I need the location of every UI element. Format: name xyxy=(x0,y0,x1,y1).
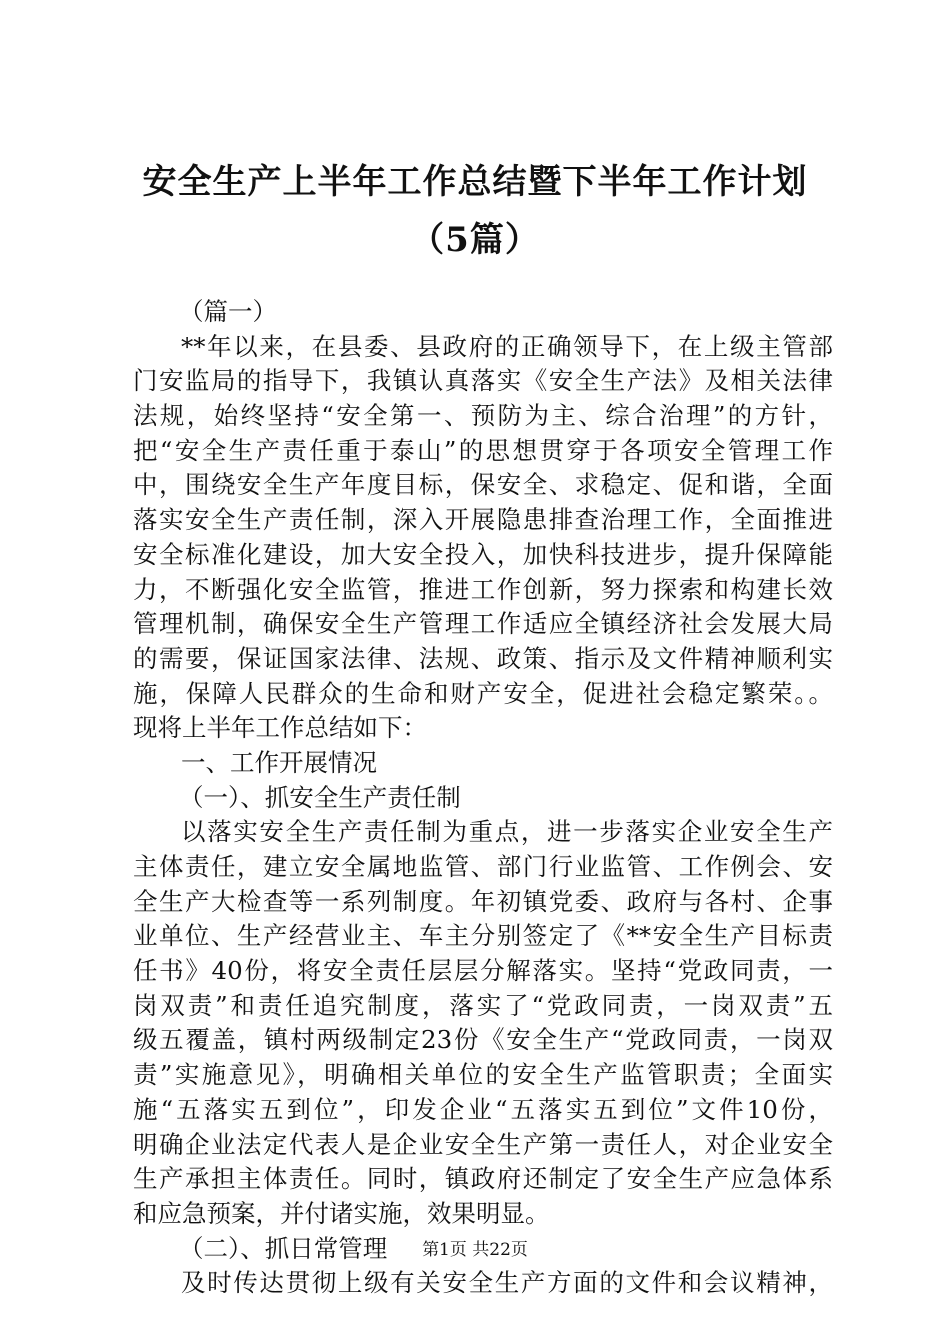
paragraph-line: 业单位、生产经营业主、车主分别签定了《**安全生产目标责 xyxy=(133,921,833,951)
paragraph-line: 管理机制，确保安全生产管理工作适应全镇经济社会发展大局 xyxy=(133,609,833,639)
paragraph-line: **年以来，在县委、县政府的正确领导下，在上级主管部 xyxy=(181,331,833,361)
section-heading: 一、工作开展情况 xyxy=(181,747,377,777)
paragraph-line: 现将上半年工作总结如下： xyxy=(133,713,427,743)
paragraph-line: 把“安全生产责任重于泰山”的思想贯穿于各项安全管理工作 xyxy=(133,435,833,465)
document-title-count: （5篇） xyxy=(410,220,540,260)
paragraph-line: 中，围绕安全生产年度目标，保安全、求稳定、促和谐，全面 xyxy=(133,470,833,500)
paragraph-line: 安全标准化建设，加大安全投入，加快科技进步，提升保障能 xyxy=(133,539,833,569)
document-body xyxy=(133,295,833,1301)
paragraph-line: 责”实施意见》，明确相关单位的安全生产监管职责；全面实 xyxy=(133,1060,833,1090)
paragraph-line: 落实安全生产责任制，深入开展隐患排查治理工作，全面推进 xyxy=(133,505,833,535)
paragraph-line: 生产承担主体责任。同时，镇政府还制定了安全生产应急体系 xyxy=(133,1164,833,1194)
paragraph-line: 级五覆盖，镇村两级制定23份《安全生产“党政同责，一岗双 xyxy=(133,1025,833,1055)
paragraph-line: 门安监局的指导下，我镇认真落实《安全生产法》及相关法律 xyxy=(133,366,833,396)
paragraph-line: 明确企业法定代表人是企业安全生产第一责任人，对企业安全 xyxy=(133,1129,833,1159)
paragraph-line: 法规，始终坚持“安全第一、预防为主、综合治理”的方针， xyxy=(133,401,833,431)
paragraph-line: 力，不断强化安全监管，推进工作创新，努力探索和构建长效 xyxy=(133,574,833,604)
subsection-heading: （二）、抓日常管理 xyxy=(179,1233,388,1263)
document-title: 安全生产上半年工作总结暨下半年工作计划 xyxy=(142,162,808,202)
paragraph-line: 的需要，保证国家法律、法规、政策、指示及文件精神顺利实 xyxy=(133,643,833,673)
paragraph-line: 施“五落实五到位”，印发企业“五落实五到位”文件10份， xyxy=(133,1094,833,1124)
paragraph-line: 以落实安全生产责任制为重点，进一步落实企业安全生产 xyxy=(181,817,833,847)
page-footer: 第1页 共22页 xyxy=(422,1240,528,1260)
paragraph-line: 施，保障人民群众的生命和财产安全，促进社会稳定繁荣。。 xyxy=(133,678,833,708)
paragraph-line: 岗双责”和责任追究制度，落实了“党政同责，一岗双责”五 xyxy=(133,990,833,1020)
paragraph-line: 主体责任，建立安全属地监管、部门行业监管、工作例会、安 xyxy=(133,852,833,881)
subsection-heading: （一）、抓安全生产责任制 xyxy=(179,782,461,812)
section-label: （篇一） xyxy=(179,297,277,326)
paragraph-line: 及时传达贯彻上级有关安全生产方面的文件和会议精神， xyxy=(181,1268,833,1298)
paragraph-line: 全生产大检查等一系列制度。年初镇党委、政府与各村、企事 xyxy=(133,886,833,916)
paragraph-line: 任书》40份，将安全责任层层分解落实。坚持“党政同责，一 xyxy=(133,956,833,986)
paragraph-line: 和应急预案，并付诸实施，效果明显。 xyxy=(133,1198,550,1228)
